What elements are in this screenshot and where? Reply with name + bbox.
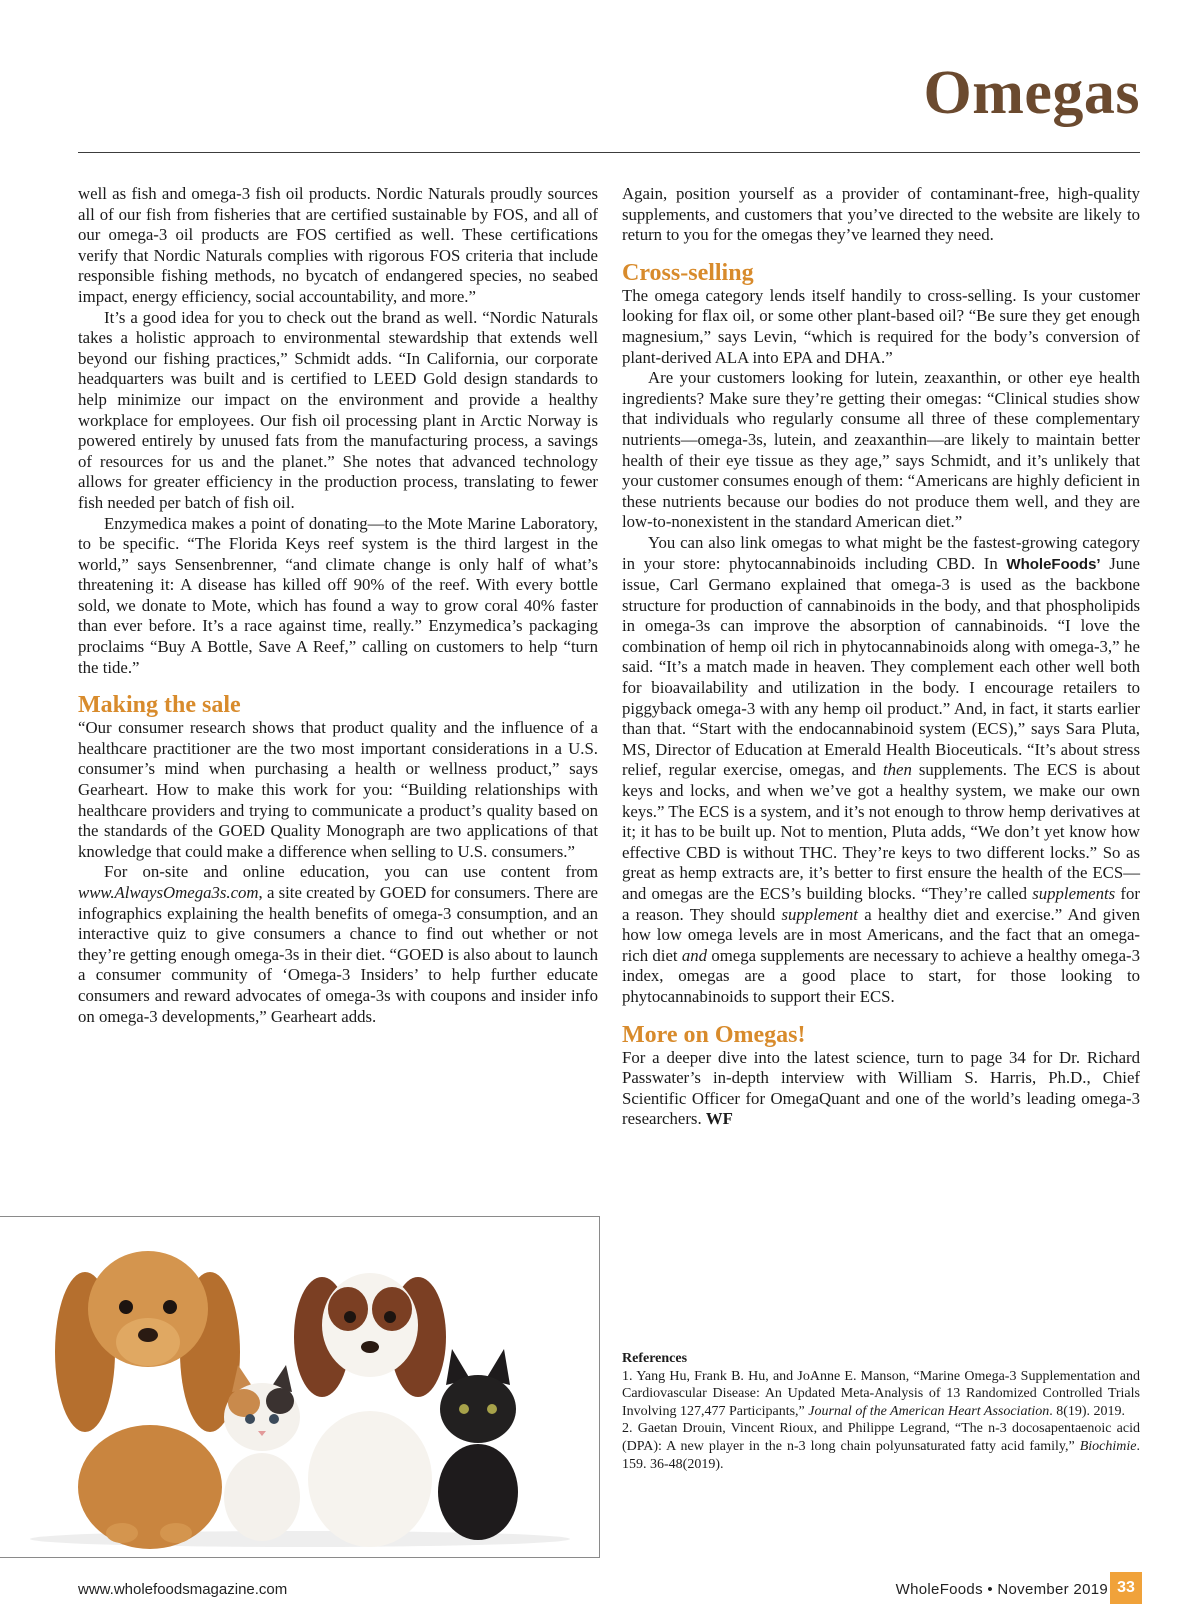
page-number-badge: 33: [1110, 1572, 1142, 1604]
right-column: [622, 184, 1140, 1130]
text-run: You can also link omegas to what might be the fastest-growing category in your store: phytocannabinoids including CBD. In: [622, 532, 1140, 573]
body-paragraph: [78, 862, 598, 1027]
body-paragraph: [622, 1048, 1140, 1130]
body-paragraph: “Our consumer research shows that product quality and the influence of a healthcare practitioner are the two most important considerations in a U.S. consumer’s mind when purchasing a health or wellness product,” says Gearheart. How to make this work for you: “Building relationships with healthcare providers and trying to communicate a product’s quality based on the standards of the GOED Quality Monograph are two applications of that knowledge that could make a difference when selling to U.S. consumers.”: [78, 718, 598, 861]
text-run: a healthy diet and exercise.” And given how low omega levels are in most Americans, and the fact that an omega-rich diet: [622, 904, 1141, 965]
text-run: for a reason. They should: [622, 884, 1140, 924]
magazine-name: WholeFoods’: [1006, 555, 1101, 573]
footer-website-url[interactable]: www.wholefoodsmagazine.com: [78, 1581, 288, 1598]
section-title: Omegas: [923, 59, 1140, 127]
emphasis: supplements: [1032, 884, 1116, 903]
references-section: [622, 1350, 1140, 1473]
text-run: June issue, Carl Germano explained that omega-3 is used as the backbone structure for production of cannabinoids in the body, and that phospholipids in omega-3s can improve the absorption of cannabinoids. “I love the combination of hemp oil rich in phytocannabinoids along with omega-3,” he said. “It’s a match made in heaven. They complement each other well both for bioavailability and utilization in the body. I encourage retailers to piggyback omega-3 with any hemp oil product.” And, in fact, it starts earlier than that. “Start with the endocannabinoid system (ECS),” says Sara Pluta, MS, Director of Education at Emerald Health Bioceuticals. “It’s about stress relief, regular exercise, omegas, and: [622, 553, 1140, 780]
reference-item: [622, 1420, 1140, 1473]
text-run: , a site created by GOED for consumers. There are infographics explaining the health benefits of omega-3 consumption, and an interactive quiz to give consumers a chance to find out whether or not they’re getting enough omega-3s in their diet. “GOED is also about to launch a consumer community of ‘Omega-3 Insiders’ to help further educate consumers and reward advocates of omega-3s with coupons and insider info on omega-3 developments,” Gearheart adds.: [78, 883, 598, 1026]
body-paragraph: Enzymedica makes a point of donating—to the Mote Marine Laboratory, to be specific. “The Florida Keys reef system is the third largest in the world,” says Sensenbrenner, “and climate change is only half of what’s threatening it: A disease has killed off 90% of the reef. With every bottle sold, we donate to Mote, which has found a way to grow coral 40% faster than ever before. It’s a race against time, really.” Enzymedica’s packaging proclaims “Buy A Bottle, Save A Reef,” calling on customers to help “turn the tide.”: [78, 513, 598, 677]
emphasis: and: [681, 945, 708, 965]
text-run: . 8(19). 2019.: [1049, 1403, 1126, 1419]
text-run: omega supplements are necessary to achieve a healthy omega-3 index, omegas are a good place to start, for those looking to phytocannabinoids to support their ECS.: [622, 945, 1140, 1006]
end-mark: WF: [705, 1109, 733, 1129]
body-paragraph: The omega category lends itself handily to cross-selling. Is your customer looking for flax oil, or some other plant-based oil? “Be sure they get enough magnesium,” says Levin, “which is required for the body’s conversion of plant-derived ALA into EPA and DHA.”: [622, 285, 1140, 367]
body-paragraph: [622, 533, 1140, 1008]
subheading-making-the-sale: Making the sale: [78, 692, 241, 719]
text-run: 2. Gaetan Drouin, Vincent Rioux, and Philippe Legrand, “The n-3 docosapentaenoic acid (DPA): A new player in the n-3 long chain polyunsaturated fatty acid family,”: [622, 1421, 1140, 1454]
subheading-more-on-omegas: More on Omegas!: [622, 1021, 806, 1048]
emphasis: supplement: [781, 904, 858, 924]
footer-magazine-issue: WholeFoods • November 2019: [895, 1581, 1108, 1598]
text-run: For a deeper dive into the latest science, turn to page 34 for Dr. Richard Passwater’s in-depth interview with William S. Harris, Ph.D., Chief Scientific Officer for OmegaQuant and one of the world’s leading omega-3 researchers.: [622, 1047, 1140, 1129]
reference-item: [622, 1368, 1140, 1421]
emphasis: then: [882, 760, 912, 780]
body-paragraph: well as fish and omega-3 fish oil products. Nordic Naturals proudly sources all of our fish from fisheries that are certified sustainable by FOS, and all of our omega-3 oil products are FOS certified as well. These certifications verify that Nordic Naturals complies with rigorous FOS criteria that include responsible fishing methods, no bycatch of endangered species, no seabed impact, energy efficiency, social accountability, and more.”: [78, 184, 598, 306]
body-paragraph: Are your customers looking for lutein, zeaxanthin, or other eye health ingredients? Make sure they’re getting their omegas: “Clinical studies show that individuals who regularly consume all three of these complementary nutrients—omega-3s, lutein, and zeaxanthin—are likely to maintain better health of their eye tissue as they age,” says Schmidt, and it’s unlikely that your customer consumes enough of them: “Americans are highly deficient in these nutrients because our bodies do not produce them well, and they are low-to-nonexistent in the standard American diet.”: [622, 368, 1140, 532]
subheading-cross-selling: Cross-selling: [622, 259, 754, 286]
puppies-and-kittens-illustration: [0, 1217, 599, 1557]
references-heading: References: [622, 1351, 688, 1366]
website-link[interactable]: www.AlwaysOmega3s.com: [78, 883, 259, 902]
journal-title: Journal of the American Heart Association: [808, 1403, 1050, 1419]
body-paragraph: Again, position yourself as a provider of contaminant-free, high-quality supplements, and customers that you’ve directed to the website are likely to return to you for the omegas they’ve learned they need.: [622, 184, 1140, 245]
pets-photo: [0, 1216, 600, 1558]
left-column: [78, 184, 598, 1027]
text-run: supplements. The ECS is about keys and locks, and when we’ve got a healthy system, we make our own keys.” The ECS is a system, and it’s not enough to throw hemp derivatives at it; it has to be built up. Not to mention, Pluta adds, “We don’t yet know how effective CBD is without THC. They’re keys to two different locks.” So as great as hemp extracts are, it’s better to first ensure the health of the ECS—and omegas are the ECS’s building blocks. “They’re called: [622, 760, 1141, 903]
text-run: For on-site and online education, you can use content from: [104, 862, 598, 882]
text-run: 1. Yang Hu, Frank B. Hu, and JoAnne E. Manson, “Marine Omega-3 Supplementation and Cardiovascular Disease: An Updated Meta-Analysis of 13 Randomized Controlled Trials Involving 127,477 Participants,”: [622, 1368, 1140, 1419]
journal-title: Biochimie: [1079, 1438, 1137, 1454]
text-run: . 159. 36-48(2019).: [622, 1438, 1140, 1472]
title-divider: [78, 152, 1140, 153]
body-paragraph: It’s a good idea for you to check out the brand as well. “Nordic Naturals takes a holistic approach to environmental stewardship that extends well beyond our fishing practices,” Schmidt adds. “In California, our corporate headquarters was built and is certified to LEED Gold design standards to help minimize our impact on the environment and provide a healthy workplace for employees. Our fish oil processing plant in Arctic Norway is powered entirely by unused fats from the manufacturing process, a savings of resources for us and the planet.” She notes that advanced technology allows for greater efficiency in the production process, translating to fewer fish needed per batch of fish oil.: [78, 307, 598, 512]
